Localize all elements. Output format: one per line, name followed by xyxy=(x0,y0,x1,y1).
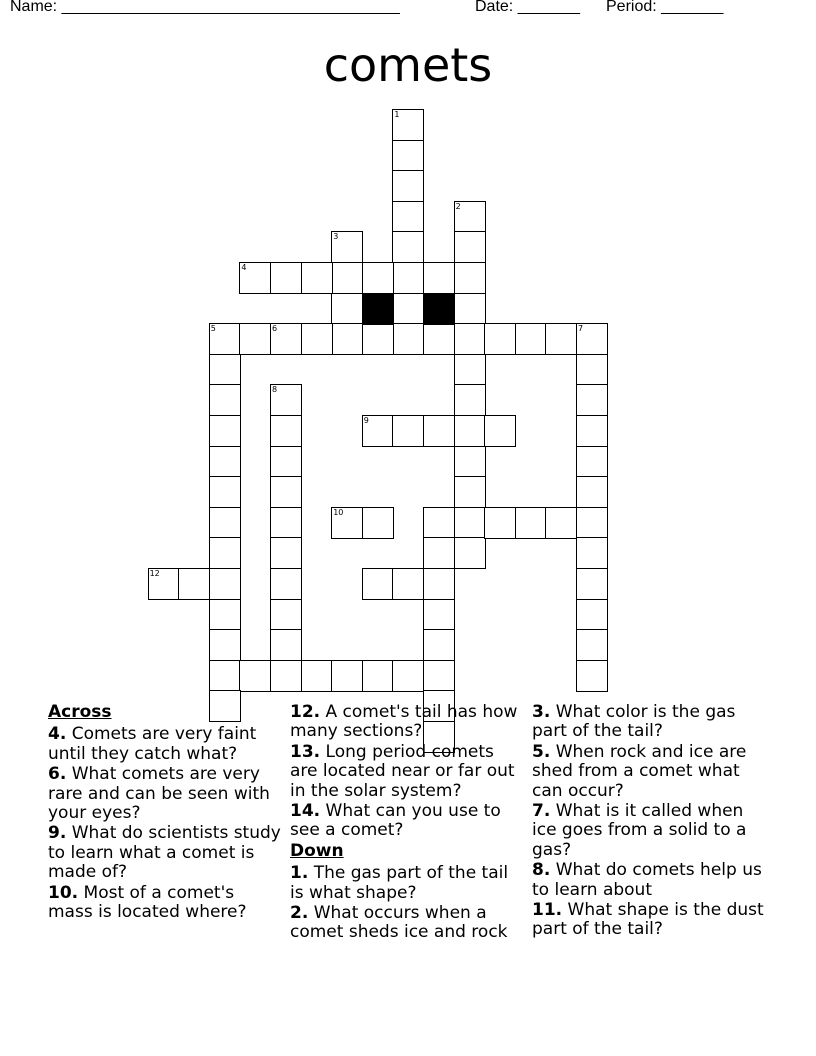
clue-number-label: 4. xyxy=(48,724,67,745)
clue-number-label: 10. xyxy=(48,882,79,903)
name-field[interactable]: Name: ______________________________________ xyxy=(10,0,400,15)
clues-column-2 xyxy=(290,703,526,944)
grid-cell[interactable] xyxy=(454,323,486,355)
clue-item xyxy=(532,703,768,742)
clues-column-1 xyxy=(48,703,284,923)
grid-cell[interactable] xyxy=(576,476,608,508)
grid-cell[interactable] xyxy=(270,507,302,539)
grid-cell[interactable] xyxy=(270,384,302,416)
grid-cell[interactable] xyxy=(362,507,394,539)
grid-cell[interactable] xyxy=(454,537,486,569)
grid-cell[interactable] xyxy=(392,170,424,202)
clue-text: What comets are very rare and can be seen with your eyes? xyxy=(48,764,270,824)
grid-cell[interactable] xyxy=(331,293,363,325)
grid-cell[interactable] xyxy=(239,262,271,294)
clue-number-label: 8. xyxy=(532,860,551,881)
down-clue-list-continued xyxy=(532,703,768,940)
clue-text: What shape is the dust part of the tail? xyxy=(532,900,764,940)
grid-cell[interactable] xyxy=(576,384,608,416)
grid-cell[interactable] xyxy=(454,476,486,508)
grid-cell[interactable] xyxy=(423,537,455,569)
grid-cell[interactable] xyxy=(515,507,547,539)
grid-cell[interactable] xyxy=(423,415,455,447)
grid-cell[interactable] xyxy=(239,323,271,355)
grid-cell[interactable] xyxy=(454,354,486,386)
clues-column-3 xyxy=(532,703,768,941)
grid-cell[interactable] xyxy=(423,323,455,355)
clue-item xyxy=(290,802,526,841)
grid-cell[interactable] xyxy=(392,231,424,263)
across-clue-list-continued xyxy=(290,703,526,841)
clue-text: What do scientists study to learn what a comet is made of? xyxy=(48,823,281,883)
grid-cell[interactable] xyxy=(515,323,547,355)
grid-cell[interactable] xyxy=(392,660,424,692)
clue-text: What do comets help us to learn about xyxy=(532,860,762,900)
clue-item xyxy=(290,864,526,903)
clue-number: 7 xyxy=(578,324,584,334)
clue-number: 3 xyxy=(333,232,339,242)
clue-number: 1 xyxy=(394,110,400,119)
clue-number-label: 2. xyxy=(290,903,309,924)
clue-text: What color is the gas part of the tail? xyxy=(532,702,736,742)
down-clue-list xyxy=(290,864,526,943)
clue-number: 12 xyxy=(149,569,160,578)
clue-number-label: 5. xyxy=(532,741,551,762)
grid-cell[interactable] xyxy=(454,231,486,263)
grid-cell[interactable] xyxy=(423,629,455,661)
grid-cell[interactable] xyxy=(576,629,608,661)
grid-cell[interactable] xyxy=(209,599,241,631)
grid-cell[interactable] xyxy=(392,568,424,600)
grid-cell[interactable] xyxy=(209,507,241,539)
grid-cell[interactable] xyxy=(423,660,455,692)
grid-cell[interactable] xyxy=(423,568,455,600)
grid-cell[interactable] xyxy=(301,323,333,355)
grid-cell[interactable] xyxy=(362,415,394,447)
grid-cell[interactable] xyxy=(148,568,180,600)
clue-item xyxy=(48,824,284,882)
grid-cell[interactable] xyxy=(423,599,455,631)
grid-cell[interactable] xyxy=(270,262,302,294)
clue-item xyxy=(532,901,768,940)
grid-cell[interactable] xyxy=(209,660,241,692)
clue-number: 10 xyxy=(333,507,344,517)
grid-cell[interactable] xyxy=(454,507,486,539)
grid-cell[interactable] xyxy=(545,507,577,539)
grid-cell[interactable] xyxy=(270,476,302,508)
grid-cell[interactable] xyxy=(484,507,516,539)
grid-cell[interactable] xyxy=(331,660,363,692)
grid-cell[interactable] xyxy=(362,568,394,600)
clue-number-label: 6. xyxy=(48,764,67,785)
clue-number: 8 xyxy=(272,385,278,395)
across-heading: Across xyxy=(48,702,112,722)
puzzle-title: comets xyxy=(323,38,493,92)
grid-cell[interactable] xyxy=(209,476,241,508)
grid-cell[interactable] xyxy=(270,323,302,355)
grid-cell[interactable] xyxy=(392,293,424,325)
grid-cell[interactable] xyxy=(392,415,424,447)
grid-cell[interactable] xyxy=(392,323,424,355)
clue-text: What can you use to see a comet? xyxy=(290,801,501,841)
grid-cell[interactable] xyxy=(392,140,424,172)
grid-cell[interactable] xyxy=(576,415,608,447)
grid-cell[interactable] xyxy=(331,507,363,539)
clue-number: 2 xyxy=(455,201,461,211)
grid-cell[interactable] xyxy=(331,262,363,294)
clue-text: Most of a comet's mass is located where? xyxy=(48,882,247,923)
grid-cell[interactable] xyxy=(484,323,516,355)
grid-cell[interactable] xyxy=(209,568,241,600)
clue-number-label: 9. xyxy=(48,823,67,844)
clue-number-label: 13. xyxy=(290,741,321,762)
period-field[interactable]: Period: _______ xyxy=(606,0,724,15)
clue-item xyxy=(48,765,284,823)
clue-item xyxy=(532,802,768,860)
date-field[interactable]: Date: _______ xyxy=(475,0,580,15)
grid-cell[interactable] xyxy=(423,507,455,539)
grid-cell[interactable] xyxy=(576,537,608,569)
grid-cell[interactable] xyxy=(239,660,271,692)
grid-cell[interactable] xyxy=(209,323,241,355)
grid-cell[interactable] xyxy=(301,660,333,692)
grid-cell[interactable] xyxy=(270,660,302,692)
grid-cell[interactable] xyxy=(209,537,241,569)
clue-item xyxy=(532,743,768,801)
grid-cell[interactable] xyxy=(545,323,577,355)
grid-cell[interactable] xyxy=(454,201,486,233)
grid-cell[interactable] xyxy=(576,599,608,631)
clue-number-label: 14. xyxy=(290,801,321,822)
clue-item xyxy=(48,725,284,764)
grid-cell[interactable] xyxy=(209,354,241,386)
clue-text: Comets are very faint until they catch what? xyxy=(48,724,257,764)
clue-number: 6 xyxy=(272,324,278,334)
clue-text: A comet's tail has how many sections? xyxy=(290,702,518,742)
grid-cell[interactable] xyxy=(392,109,424,141)
clue-number-label: 12. xyxy=(290,702,321,722)
clue-number-label: 11. xyxy=(532,900,563,921)
across-clue-list xyxy=(48,725,284,922)
grid-cell[interactable] xyxy=(484,415,516,447)
clue-number-label: 7. xyxy=(532,801,551,822)
grid-cell[interactable] xyxy=(392,201,424,233)
clue-number-label: 3. xyxy=(532,702,551,722)
clue-text: Long period comets are located near or far out in the solar system? xyxy=(290,741,515,801)
clue-text: What occurs when a comet sheds ice and rock xyxy=(290,903,508,943)
grid-cell[interactable] xyxy=(270,629,302,661)
clue-text: What is it called when ice goes from a solid to a gas? xyxy=(532,801,747,860)
down-heading: Down xyxy=(290,840,344,861)
black-cell xyxy=(362,293,394,325)
grid-cell[interactable] xyxy=(454,384,486,416)
clue-number: 5 xyxy=(210,324,216,334)
grid-cell[interactable] xyxy=(270,568,302,600)
grid-cell[interactable] xyxy=(178,568,210,600)
grid-cell[interactable] xyxy=(270,446,302,478)
grid-cell[interactable] xyxy=(454,262,486,294)
grid-cell[interactable] xyxy=(392,262,424,294)
grid-cell[interactable] xyxy=(454,446,486,478)
clue-text: The gas part of the tail is what shape? xyxy=(290,863,509,903)
clue-item xyxy=(290,904,526,943)
grid-cell[interactable] xyxy=(209,415,241,447)
clue-text: When rock and ice are shed from a comet what can occur? xyxy=(532,741,747,801)
grid-cell[interactable] xyxy=(454,415,486,447)
grid-cell[interactable] xyxy=(454,293,486,325)
grid-cell[interactable] xyxy=(362,262,394,294)
grid-cell[interactable] xyxy=(270,415,302,447)
grid-cell[interactable] xyxy=(209,629,241,661)
grid-cell[interactable] xyxy=(301,262,333,294)
clue-number: 9 xyxy=(363,416,369,425)
grid-cell[interactable] xyxy=(270,599,302,631)
grid-cell[interactable] xyxy=(576,323,608,355)
grid-cell[interactable] xyxy=(576,354,608,386)
grid-cell[interactable] xyxy=(209,446,241,478)
grid-cell[interactable] xyxy=(331,323,363,355)
grid-cell[interactable] xyxy=(331,231,363,263)
clue-item xyxy=(532,861,768,900)
grid-cell[interactable] xyxy=(576,507,608,539)
clue-number: 4 xyxy=(241,263,247,272)
grid-cell[interactable] xyxy=(362,660,394,692)
clue-number-label: 1. xyxy=(290,863,309,884)
clue-item xyxy=(290,743,526,801)
grid-cell[interactable] xyxy=(209,384,241,416)
clue-item xyxy=(290,703,526,742)
grid-cell[interactable] xyxy=(576,660,608,692)
grid-cell[interactable] xyxy=(423,262,455,294)
black-cell xyxy=(423,293,455,325)
grid-cell[interactable] xyxy=(362,323,394,355)
grid-cell[interactable] xyxy=(576,568,608,600)
grid-cell[interactable] xyxy=(576,446,608,478)
clue-item xyxy=(48,884,284,923)
grid-cell[interactable] xyxy=(270,537,302,569)
